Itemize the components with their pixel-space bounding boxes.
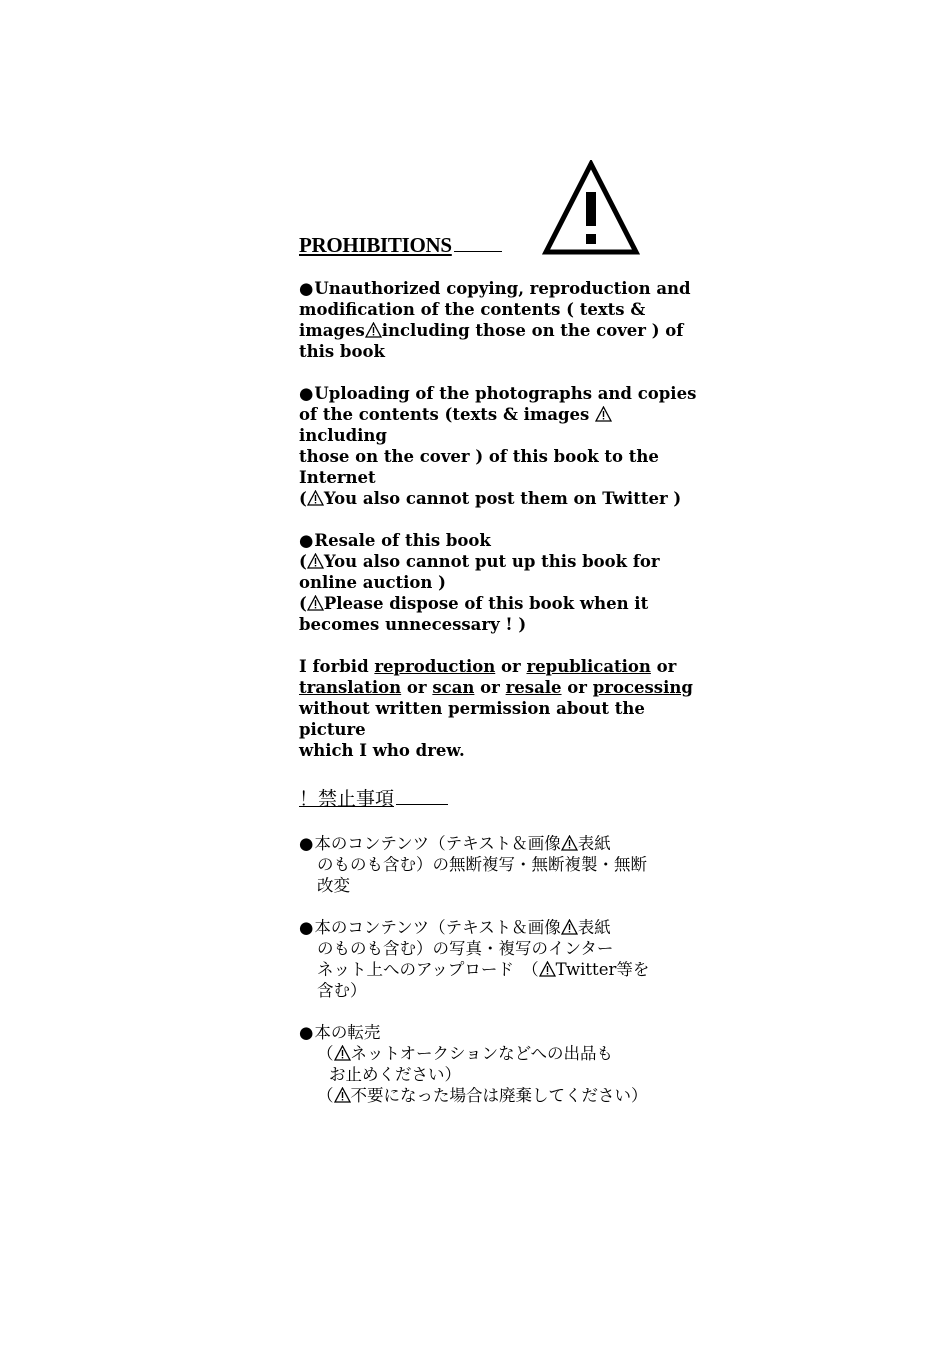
- item-text: 本の転売: [314, 1023, 381, 1042]
- warning-triangle-icon: [595, 406, 612, 422]
- item-text: including: [299, 426, 387, 445]
- english-heading-row: [299, 232, 699, 258]
- warning-triangle-icon: [539, 961, 556, 977]
- item-text: お止めください）: [329, 1065, 461, 1084]
- item-text: becomes unnecessary ! ): [299, 615, 527, 634]
- list-item: [299, 383, 699, 509]
- warning-triangle-icon: [307, 595, 324, 611]
- item-text: (: [299, 552, 307, 571]
- japanese-heading: ！禁止事項: [299, 788, 395, 810]
- item-text: You also cannot post them on Twitter ): [323, 489, 682, 508]
- bullet-icon: ●: [299, 1023, 314, 1042]
- item-text: 表紙: [577, 918, 611, 937]
- heading-underline: [454, 250, 502, 252]
- item-text: of the contents (texts & images: [299, 405, 590, 424]
- forbid-text: or: [501, 657, 521, 676]
- item-text: Resale of this book: [314, 531, 491, 550]
- forbid-paragraph: [299, 656, 699, 761]
- item-text: 含む）: [317, 981, 367, 1000]
- bullet-icon: ●: [299, 384, 314, 403]
- item-text: modification of the contents ( texts &: [299, 300, 646, 319]
- warning-triangle-icon: [561, 919, 578, 935]
- item-text: including those on the cover ) of: [381, 321, 684, 340]
- item-text: images: [299, 321, 365, 340]
- item-text: Please dispose of this book when it: [323, 594, 649, 613]
- item-text: Unauthorized copying, reproduction and: [314, 279, 691, 298]
- forbid-word: scan: [432, 678, 475, 697]
- bullet-icon: ●: [299, 834, 314, 853]
- forbid-text: I forbid: [299, 657, 369, 676]
- forbid-word: reproduction: [374, 657, 496, 676]
- english-section: [299, 232, 699, 782]
- list-item: [299, 530, 699, 635]
- item-text: (: [299, 594, 307, 613]
- warning-triangle-icon: [334, 1087, 351, 1103]
- warning-triangle-icon: [307, 553, 324, 569]
- heading-underline: [396, 803, 448, 805]
- bullet-icon: ●: [299, 279, 314, 298]
- bullet-icon: ●: [299, 531, 314, 550]
- japanese-list: [299, 833, 689, 1106]
- item-text: （: [317, 1044, 334, 1063]
- item-text: Twitter等を: [555, 960, 650, 979]
- item-text: (: [299, 489, 307, 508]
- forbid-word: processing: [592, 678, 693, 697]
- warning-triangle-icon: [307, 490, 324, 506]
- item-text: Uploading of the photographs and copies: [314, 384, 697, 403]
- warning-triangle-icon: [334, 1045, 351, 1061]
- item-text: ネット上へのアップロード （: [317, 960, 539, 979]
- item-text: 不要になった場合は廃棄してください）: [350, 1086, 648, 1105]
- forbid-text: or: [480, 678, 500, 697]
- item-text: 表紙: [577, 834, 611, 853]
- english-list: [299, 278, 699, 761]
- item-text: 本のコンテンツ（テキスト＆画像: [314, 918, 561, 937]
- japanese-section: [299, 787, 689, 1127]
- forbid-text: or: [567, 678, 587, 697]
- japanese-heading-row: [299, 787, 689, 811]
- forbid-text: or: [656, 657, 677, 676]
- warning-triangle-icon: [561, 835, 578, 851]
- item-text: のものも含む）の写真・複写のインター: [317, 939, 614, 958]
- item-text: 改変: [317, 876, 350, 895]
- forbid-text: or: [406, 678, 427, 697]
- bullet-icon: ●: [299, 918, 314, 937]
- item-text: ネットオークションなどへの出品も: [350, 1044, 614, 1063]
- english-heading: PROHIBITIONS: [299, 233, 452, 257]
- warning-triangle-icon: [365, 322, 382, 338]
- forbid-text: without written permission about the picture: [299, 699, 645, 739]
- list-item: [299, 1022, 689, 1106]
- item-text: online auction ): [299, 573, 446, 592]
- list-item: [299, 917, 689, 1001]
- forbid-word: resale: [505, 678, 562, 697]
- list-item: [299, 833, 689, 896]
- item-text: You also cannot put up this book for: [323, 552, 660, 571]
- item-text: 本のコンテンツ（テキスト＆画像: [314, 834, 561, 853]
- item-text: Internet: [299, 468, 376, 487]
- forbid-word: republication: [526, 657, 651, 676]
- forbid-text: which I who drew.: [299, 741, 465, 760]
- list-item: [299, 278, 699, 362]
- forbid-word: translation: [299, 678, 402, 697]
- item-text: のものも含む）の無断複写・無断複製・無断: [317, 855, 647, 874]
- item-text: this book: [299, 342, 385, 361]
- item-text: （: [317, 1086, 334, 1105]
- item-text: those on the cover ) of this book to the: [299, 447, 659, 466]
